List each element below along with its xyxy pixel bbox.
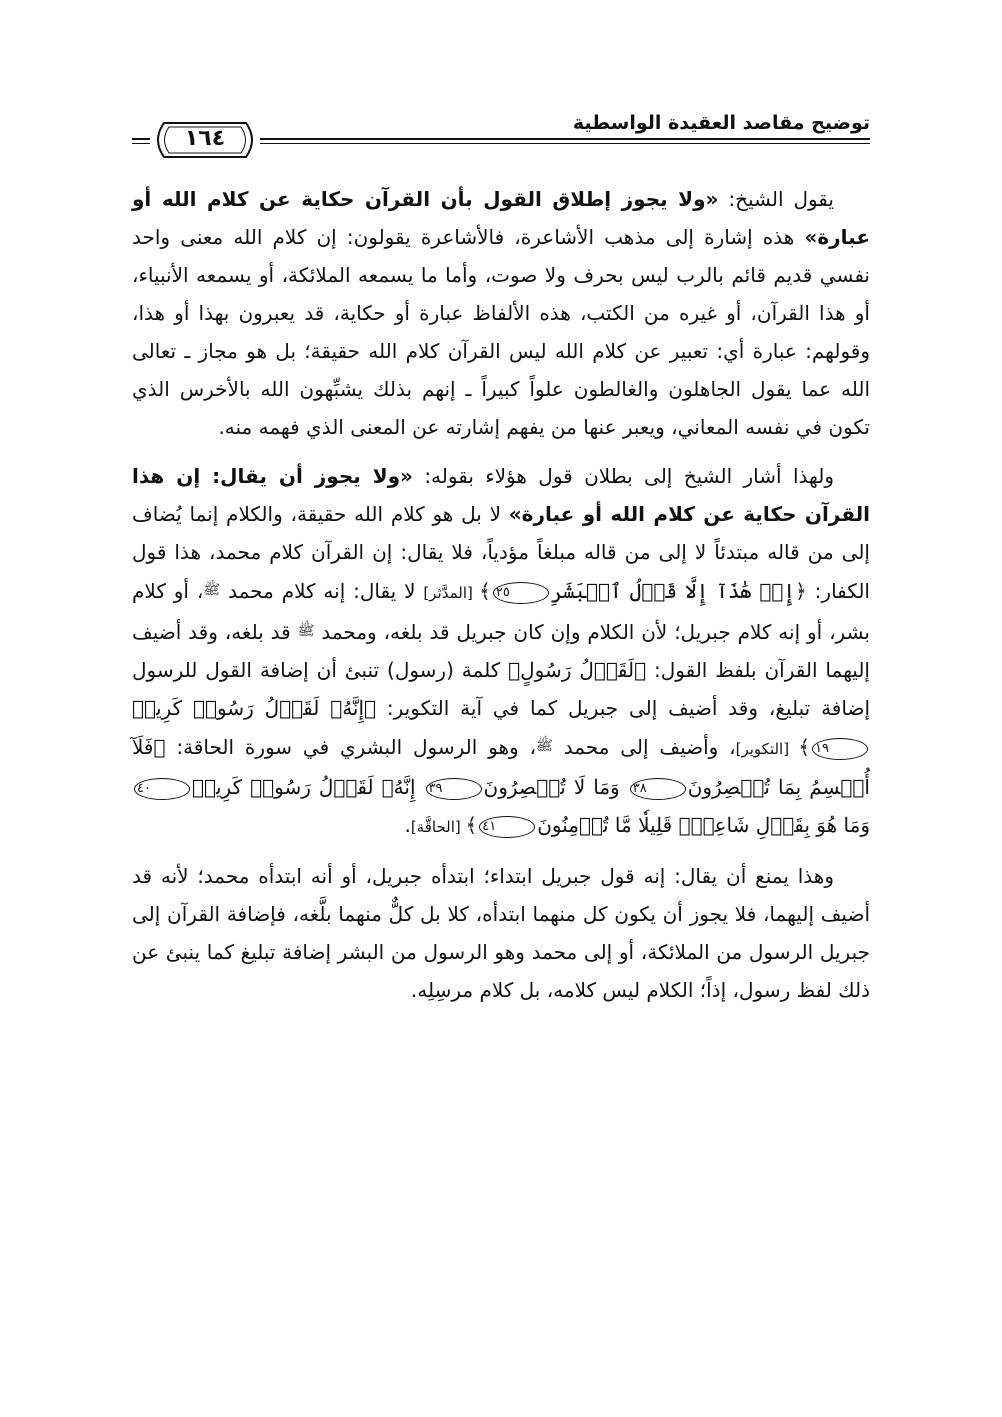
- paragraph: [132, 857, 870, 1009]
- body-text: [132, 180, 870, 1020]
- text-run: قد بلغه، وقد أضيف إليهما القرآن بلفظ القول:: [132, 620, 870, 682]
- quran-verse: ﴿فَلَآ أُقۡسِمُ بِمَا تُبۡصِرُونَ: [132, 735, 870, 799]
- ayah-number-marker: ٤١: [479, 816, 535, 838]
- text-run: .: [404, 813, 411, 837]
- ayah-number-marker: ٤٠: [134, 778, 190, 800]
- quran-verse: إِنَّهُۥ لَقَوۡلُ رَسُولٖ كَرِيمٖ: [191, 775, 424, 799]
- paragraph: [132, 180, 870, 446]
- text-run: ، وهو الرسول البشري في سورة الحاقة:: [165, 735, 536, 759]
- quran-verse: ﴾: [479, 579, 491, 603]
- text-run: ، وأضيف إلى محمد: [552, 735, 736, 759]
- salutation-glyph: ﷺ: [535, 738, 553, 754]
- quran-verse: ﴾: [465, 813, 478, 837]
- text-run: يقول الشيخ:: [718, 187, 834, 211]
- ayah-number-marker: ٣٨: [630, 778, 686, 800]
- page-number: ١٦٤: [184, 126, 226, 151]
- quran-verse: وَمَا هُوَ بِقَوۡلِ شَاعِرٖۚ قَلِيلٗا مَّا تُؤۡمِنُونَ: [537, 813, 870, 837]
- quran-verse: وَمَا لَا تُبۡصِرُونَ: [483, 775, 628, 799]
- quoted-text-bold: «ولا يجوز أن يقال: إن هذا القرآن حكاية عن كلام الله أو عبارة»: [132, 464, 870, 526]
- ayah-number-marker: ١٩: [812, 738, 868, 760]
- text-run: ولهذا أشار الشيخ إلى بطلان قول هؤلاء بقوله:: [412, 464, 834, 488]
- paragraph: [132, 457, 870, 846]
- text-run: لا يقال: إنه كلام محمد: [220, 579, 424, 603]
- book-title: توضيح مقاصد العقيدة الواسطية: [572, 112, 870, 134]
- surah-reference: [التكوير]: [735, 740, 799, 758]
- salutation-glyph: ﷺ: [297, 623, 315, 639]
- surah-reference: [المدَّثر]: [423, 584, 480, 602]
- running-header: [132, 108, 870, 166]
- text-run: وهذا يمنع أن يقال: إنه قول جبريل ابتداء؛ ابتدأه جبريل، أو أنه ابتدأه محمد؛ لأنه قد أضيف إليهما، فلا يجوز أن يكون كل منهما ابتدأه، كلا بل كلٌّ منهما بلَّغه، فإضافة القرآن إلى جبريل الرسول من الملائكة، أو إلى محمد وهو الرسول من البشر إضافة تبليغ كما ينبئ عن ذلك لفظ رسول، إذاً؛ الكلام ليس كلامه، بل كلام مرسِلِه.: [132, 864, 870, 1002]
- quran-verse: ﴿إِنۡ هَٰذَآ إِلَّا قَوۡلُ ٱلۡبَشَرِ: [550, 579, 807, 603]
- ayah-number-marker: ٢٥: [493, 582, 549, 604]
- text-run: هذه إشارة إلى مذهب الأشاعرة، فالأشاعرة يقولون: إن كلام الله معنى واحد نفسي قديم قائم بالرب ليس بحرف ولا صوت، وأما ما يسمعه الملائكة، أو يسمعه الأنبياء، أو هذا القرآن، أو غيره من الكتب، هذه الألفاظ عبارة أو حكاية، قد يعبرون بهذا أو هذا، وقولهم: عبارة أي: تعبير عن كلام الله ليس القرآن كلام الله حقيقة؛ بل هو مجاز ـ تعالى الله عما يقول الجاهلون والغالطون علواً كبيراً ـ إنهم بذلك يشبِّهون الله بالأخرس الذي تكون في نفسه المعاني، ويعبر عنها من يفهم إشارته عن المعنى الذي فهمه منه.: [132, 225, 870, 439]
- text-run: ، أو كلام بشر، أو إنه كلام جبريل؛ لأن الكلام وإن كان جبريل قد بلغه، ومحمد: [132, 579, 870, 644]
- quran-verse: ﴾: [798, 735, 811, 759]
- ayah-number-marker: ٣٩: [426, 778, 482, 800]
- quoted-text-bold: «ولا يجوز إطلاق القول بأن القرآن حكاية عن كلام الله أو عبارة»: [132, 187, 870, 249]
- text-run: كلمة (رسول) تنبئ أن إضافة القول للرسول إضافة تبليغ، وقد أضيف إلى جبريل كما في آية التكوير:: [132, 658, 870, 720]
- surah-reference: [الحاقَّة]: [410, 818, 466, 836]
- quran-verse: ﴿إِنَّهُۥ لَقَوۡلُ رَسُولٖ كَرِيمٖ: [132, 696, 377, 720]
- quran-verse: ﴿لَقَوۡلُ رَسُولٍ﴾: [508, 658, 647, 682]
- salutation-glyph: ﷺ: [203, 582, 221, 598]
- text-run: لا بل هو كلام الله حقيقة، والكلام إنما يُضاف إلى من قاله مبتدئاً لا إلى من قاله مبلغاً مؤدياً، فلا يقال: إن القرآن كلام محمد، هذا قول الكفار:: [132, 502, 870, 603]
- page-number-frame: [150, 120, 260, 160]
